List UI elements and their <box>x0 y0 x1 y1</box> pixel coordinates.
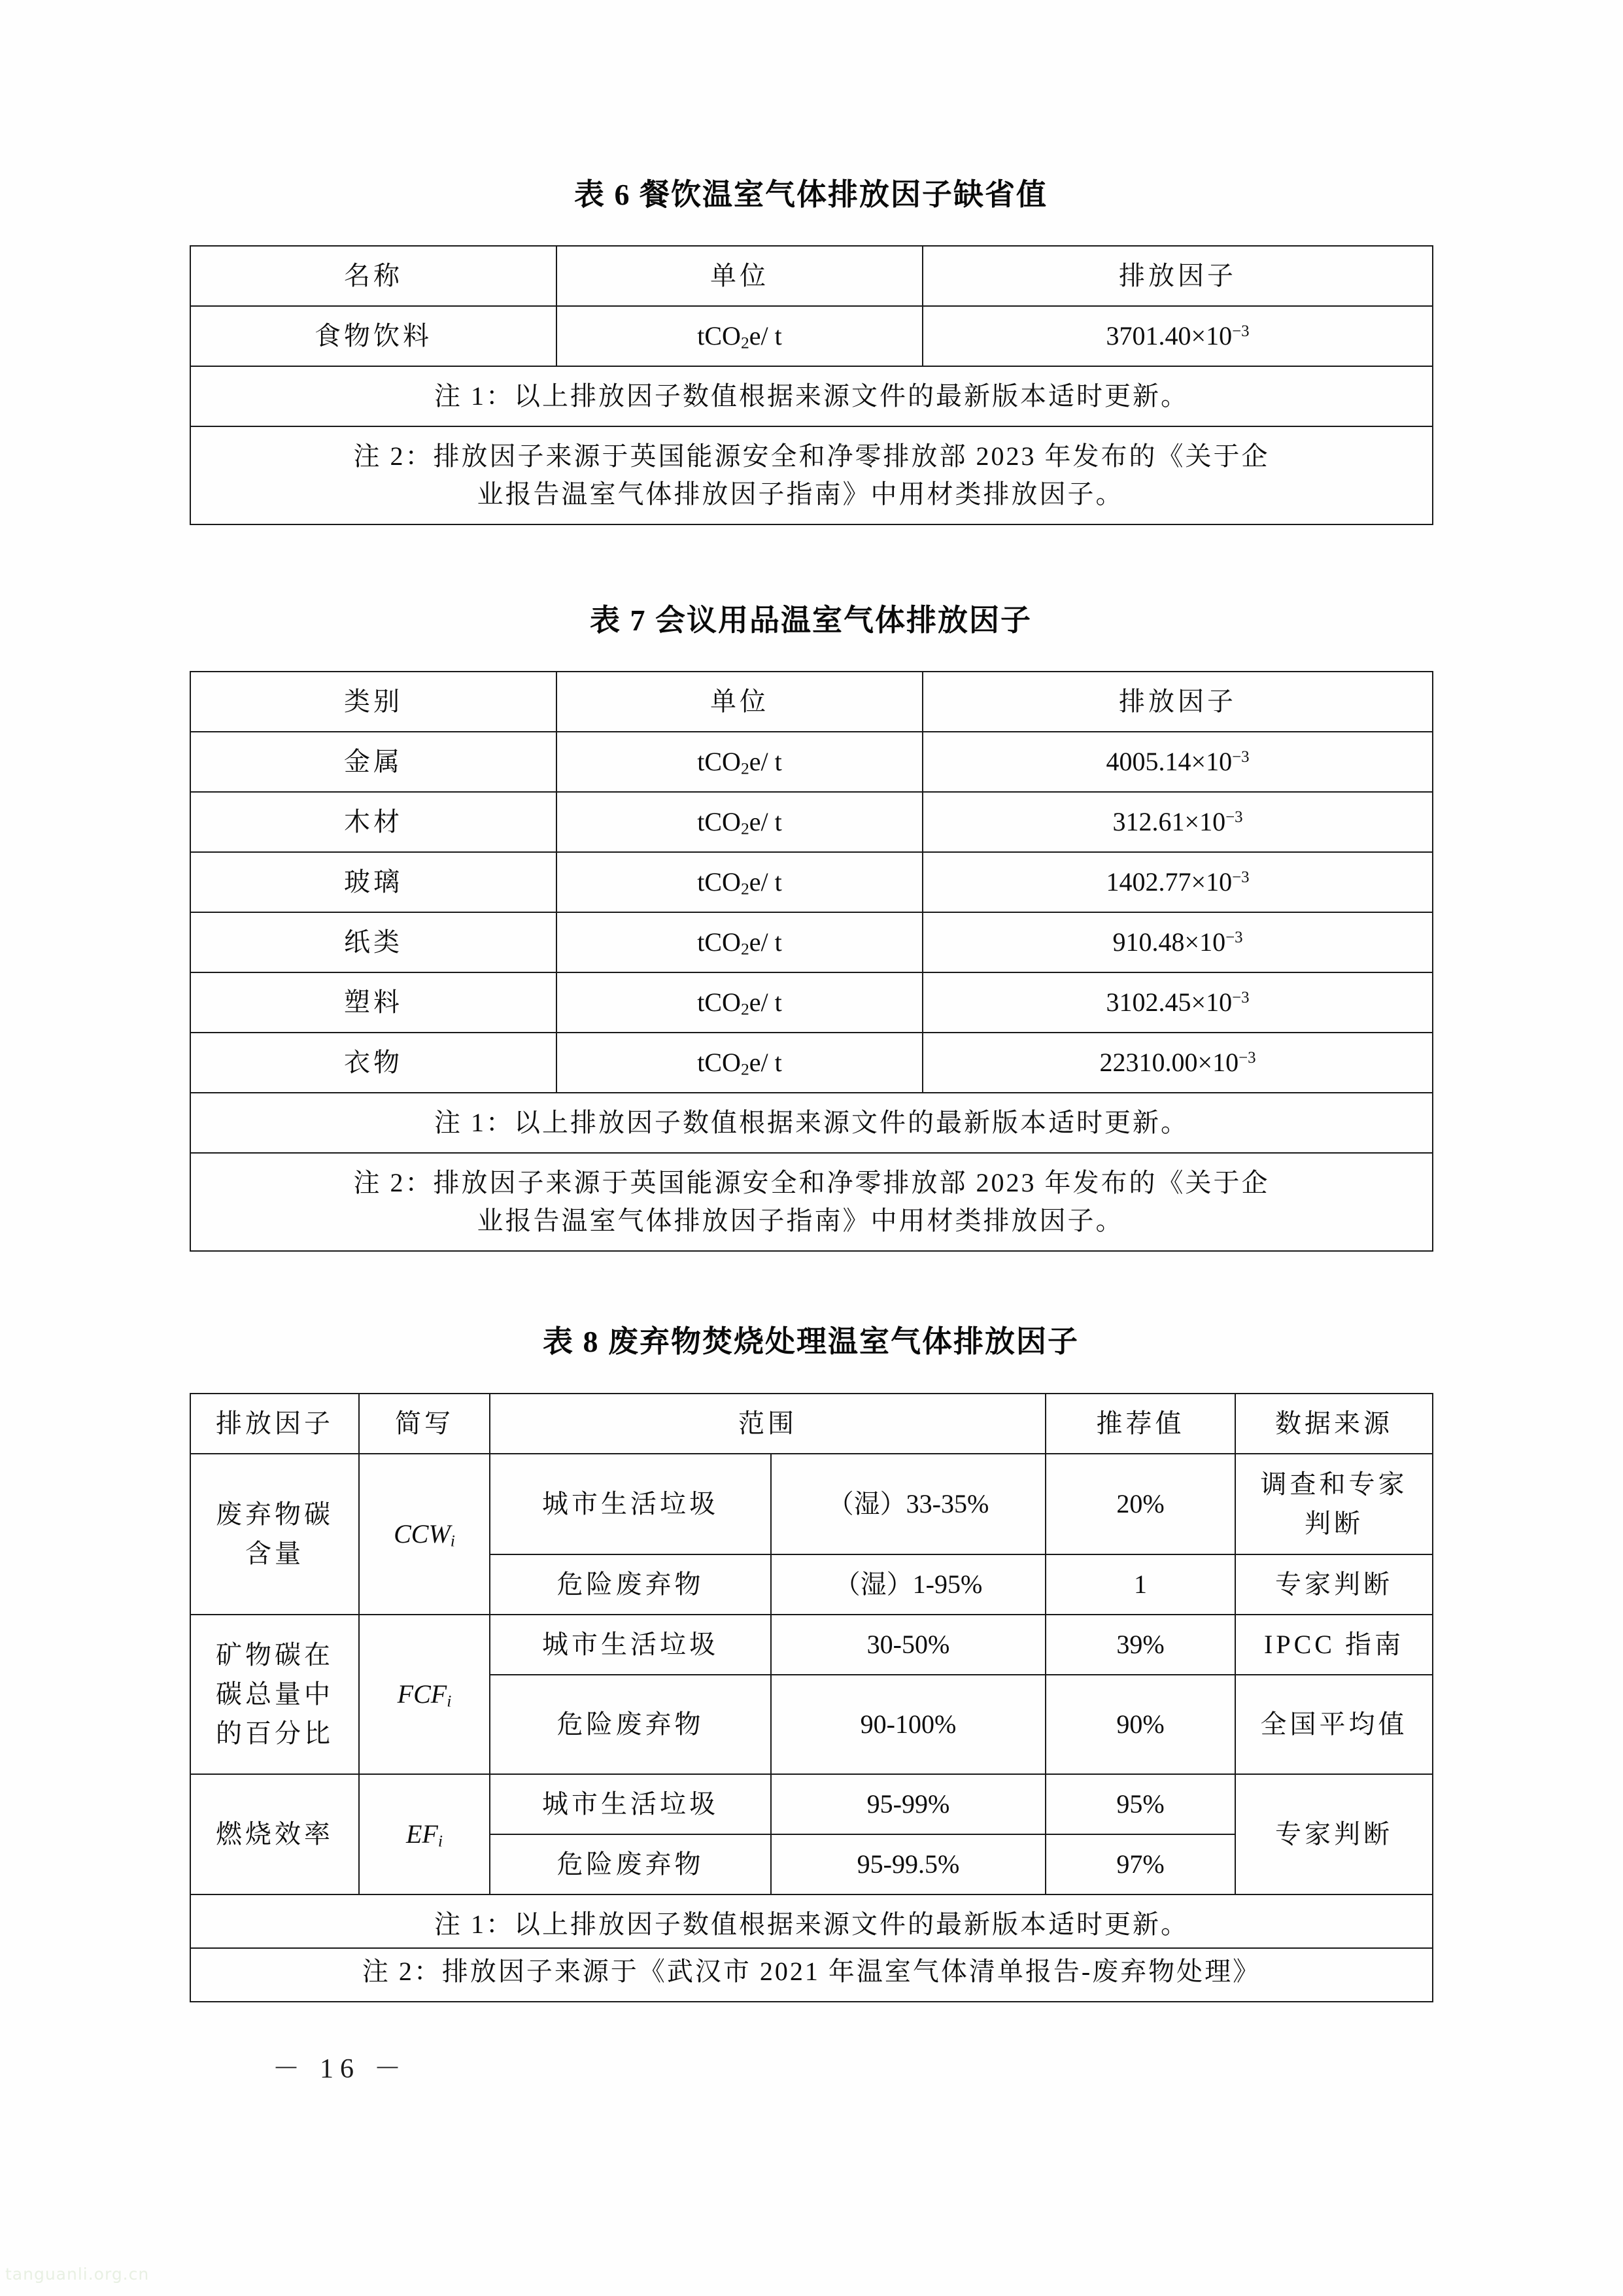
table-row-note <box>190 1948 1433 2002</box>
table-row-note <box>190 1153 1433 1251</box>
cell-factor-name <box>190 1615 359 1774</box>
cell-recommended-value: 95% <box>1046 1774 1235 1834</box>
table-row-header <box>190 1394 1433 1454</box>
cell-data-source: 专家判断 <box>1235 1774 1433 1894</box>
table-6-header-name: 名称 <box>190 246 556 306</box>
cell-category: 纸类 <box>190 912 556 972</box>
table-8-note-1: 注 1：以上排放因子数值根据来源文件的最新版本适时更新。 <box>190 1894 1433 1948</box>
cell-emission-factor <box>923 852 1433 912</box>
factor-mantissa: 910.48×10 <box>1112 927 1226 957</box>
table-8-header-factor: 排放因子 <box>190 1394 359 1454</box>
cell-recommended-value: 97% <box>1046 1834 1235 1894</box>
cell-unit <box>556 792 923 852</box>
cell-name: 食物饮料 <box>190 306 556 366</box>
cell-category: 木材 <box>190 792 556 852</box>
cell-category: 衣物 <box>190 1033 556 1093</box>
table-8 <box>190 1393 1433 2002</box>
unit-suffix: e/ t <box>749 807 782 837</box>
table-7-note-2 <box>190 1153 1433 1251</box>
unit-subscript: 2 <box>740 759 749 778</box>
table-row <box>190 1615 1433 1675</box>
table-8-header-source: 数据来源 <box>1235 1394 1433 1454</box>
unit-suffix: e/ t <box>749 321 782 351</box>
table-7-header-factor: 排放因子 <box>923 672 1433 732</box>
cell-factor-name: 燃烧效率 <box>190 1774 359 1894</box>
cell-recommended-value: 1 <box>1046 1554 1235 1615</box>
factor-exponent: −3 <box>1225 808 1243 827</box>
factor-exponent: −3 <box>1232 322 1250 341</box>
factor-mantissa: 312.61×10 <box>1112 807 1226 837</box>
content-column <box>190 0 1432 2002</box>
note-line-1: 注 2：排放因子来源于英国能源安全和净零排放部 2023 年发布的《关于企 <box>353 441 1270 471</box>
cell-symbol <box>359 1454 490 1615</box>
cell-waste-type: 危险废弃物 <box>490 1554 771 1615</box>
factor-name-line-2: 含量 <box>245 1538 304 1568</box>
cell-emission-factor <box>923 912 1433 972</box>
unit-prefix: tCO <box>697 747 741 777</box>
factor-exponent: −3 <box>1232 989 1250 1007</box>
symbol-subscript: i <box>450 1531 455 1551</box>
unit-prefix: tCO <box>697 927 741 957</box>
cell-symbol <box>359 1774 490 1894</box>
cell-range: （湿）1-95% <box>771 1554 1046 1615</box>
table-row-header <box>190 672 1433 732</box>
cell-emission-factor <box>923 972 1433 1033</box>
table-row <box>190 1774 1433 1834</box>
table-row-header <box>190 246 1433 306</box>
table-row <box>190 732 1433 792</box>
cell-data-source: 专家判断 <box>1235 1554 1433 1615</box>
cell-unit <box>556 852 923 912</box>
cell-range: 95-99% <box>771 1774 1046 1834</box>
factor-exponent: −3 <box>1239 1049 1256 1067</box>
factor-name-line-3: 的百分比 <box>216 1718 333 1748</box>
table-8-header-recommended: 推荐值 <box>1046 1394 1235 1454</box>
table-7 <box>190 671 1433 1252</box>
table-row <box>190 972 1433 1033</box>
unit-suffix: e/ t <box>749 1048 782 1078</box>
unit-subscript: 2 <box>740 940 749 959</box>
table-6-header-unit: 单位 <box>556 246 923 306</box>
table-row <box>190 306 1433 366</box>
symbol-base: CCW <box>394 1518 451 1549</box>
cell-unit <box>556 1033 923 1093</box>
table-8-header-range: 范围 <box>490 1394 1046 1454</box>
cell-emission-factor <box>923 732 1433 792</box>
table-row-note <box>190 1894 1433 1948</box>
unit-subscript: 2 <box>740 819 749 838</box>
source-line-1: 调查和专家 <box>1260 1469 1408 1499</box>
cell-unit <box>556 912 923 972</box>
cell-range: 30-50% <box>771 1615 1046 1675</box>
unit-prefix: tCO <box>697 987 741 1018</box>
table-row-note <box>190 1093 1433 1153</box>
factor-exponent: −3 <box>1232 748 1250 766</box>
factor-exponent: −3 <box>1232 868 1250 887</box>
unit-subscript: 2 <box>740 1060 749 1079</box>
table-7-header-category: 类别 <box>190 672 556 732</box>
table-6-note-1: 注 1：以上排放因子数值根据来源文件的最新版本适时更新。 <box>190 366 1433 426</box>
symbol-subscript: i <box>447 1691 452 1711</box>
unit-subscript: 2 <box>740 333 749 352</box>
table-7-note-1: 注 1：以上排放因子数值根据来源文件的最新版本适时更新。 <box>190 1093 1433 1153</box>
table-row <box>190 792 1433 852</box>
unit-prefix: tCO <box>697 321 741 351</box>
table-row <box>190 852 1433 912</box>
symbol-subscript: i <box>437 1831 443 1851</box>
table-row <box>190 1454 1433 1554</box>
unit-prefix: tCO <box>697 807 741 837</box>
unit-prefix: tCO <box>697 1048 741 1078</box>
table-6-header-factor: 排放因子 <box>923 246 1433 306</box>
factor-mantissa: 4005.14×10 <box>1106 747 1233 777</box>
page-number: － 16 － <box>272 2054 408 2084</box>
table-8-header-symbol: 简写 <box>359 1394 490 1454</box>
unit-suffix: e/ t <box>749 747 782 777</box>
factor-mantissa: 1402.77×10 <box>1106 867 1233 897</box>
site-watermark: tanguanli.org.cn <box>5 2265 150 2284</box>
factor-name-line-1: 废弃物碳 <box>216 1499 333 1529</box>
cell-category: 金属 <box>190 732 556 792</box>
cell-range: （湿）33-35% <box>771 1454 1046 1554</box>
table-6 <box>190 245 1433 525</box>
symbol-base: EF <box>406 1819 438 1849</box>
cell-emission-factor <box>923 792 1433 852</box>
cell-category: 玻璃 <box>190 852 556 912</box>
source-line-2: 判断 <box>1305 1508 1363 1538</box>
table-7-caption: 表 7 会议用品温室气体排放因子 <box>590 604 1032 638</box>
factor-mantissa: 22310.00×10 <box>1099 1048 1239 1078</box>
cell-range: 95-99.5% <box>771 1834 1046 1894</box>
cell-category: 塑料 <box>190 972 556 1033</box>
note-line-1: 注 2：排放因子来源于英国能源安全和净零排放部 2023 年发布的《关于企 <box>353 1168 1270 1198</box>
cell-recommended-value: 39% <box>1046 1615 1235 1675</box>
table-row-note <box>190 426 1433 524</box>
factor-name-line-1: 矿物碳在 <box>216 1639 333 1670</box>
table-row <box>190 912 1433 972</box>
cell-factor-name <box>190 1454 359 1615</box>
cell-waste-type: 城市生活垃圾 <box>490 1454 771 1554</box>
cell-waste-type: 城市生活垃圾 <box>490 1774 771 1834</box>
cell-unit <box>556 972 923 1033</box>
unit-prefix: tCO <box>697 867 741 897</box>
unit-subscript: 2 <box>740 880 749 899</box>
unit-suffix: e/ t <box>749 987 782 1018</box>
table-8-note-2: 注 2：排放因子来源于《武汉市 2021 年温室气体清单报告-废弃物处理》 <box>190 1948 1433 2002</box>
factor-exponent: −3 <box>1225 929 1243 947</box>
cell-symbol <box>359 1615 490 1774</box>
cell-range: 90-100% <box>771 1675 1046 1774</box>
table-row-note <box>190 366 1433 426</box>
factor-name-line-2: 碳总量中 <box>216 1679 333 1709</box>
note-line-2: 业报告温室气体排放因子指南》中用材类排放因子。 <box>477 479 1124 509</box>
cell-data-source: IPCC 指南 <box>1235 1615 1433 1675</box>
cell-emission-factor <box>923 1033 1433 1093</box>
cell-recommended-value: 20% <box>1046 1454 1235 1554</box>
cell-unit <box>556 732 923 792</box>
table-6-caption: 表 6 餐饮温室气体排放因子缺省值 <box>574 178 1048 211</box>
cell-waste-type: 危险废弃物 <box>490 1834 771 1894</box>
cell-data-source <box>1235 1454 1433 1554</box>
factor-mantissa: 3701.40×10 <box>1106 321 1233 351</box>
unit-suffix: e/ t <box>749 867 782 897</box>
table-row <box>190 1033 1433 1093</box>
unit-subscript: 2 <box>740 1000 749 1019</box>
cell-recommended-value: 90% <box>1046 1675 1235 1774</box>
note-line-2: 业报告温室气体排放因子指南》中用材类排放因子。 <box>477 1206 1124 1236</box>
cell-emission-factor <box>923 306 1433 366</box>
table-8-caption: 表 8 废弃物焚烧处理温室气体排放因子 <box>543 1325 1079 1359</box>
symbol-base: FCF <box>397 1679 447 1709</box>
cell-unit <box>556 306 923 366</box>
cell-waste-type: 城市生活垃圾 <box>490 1615 771 1675</box>
factor-mantissa: 3102.45×10 <box>1106 987 1233 1018</box>
table-7-header-unit: 单位 <box>556 672 923 732</box>
unit-suffix: e/ t <box>749 927 782 957</box>
table-6-note-2 <box>190 426 1433 524</box>
cell-data-source: 全国平均值 <box>1235 1675 1433 1774</box>
cell-waste-type: 危险废弃物 <box>490 1675 771 1774</box>
